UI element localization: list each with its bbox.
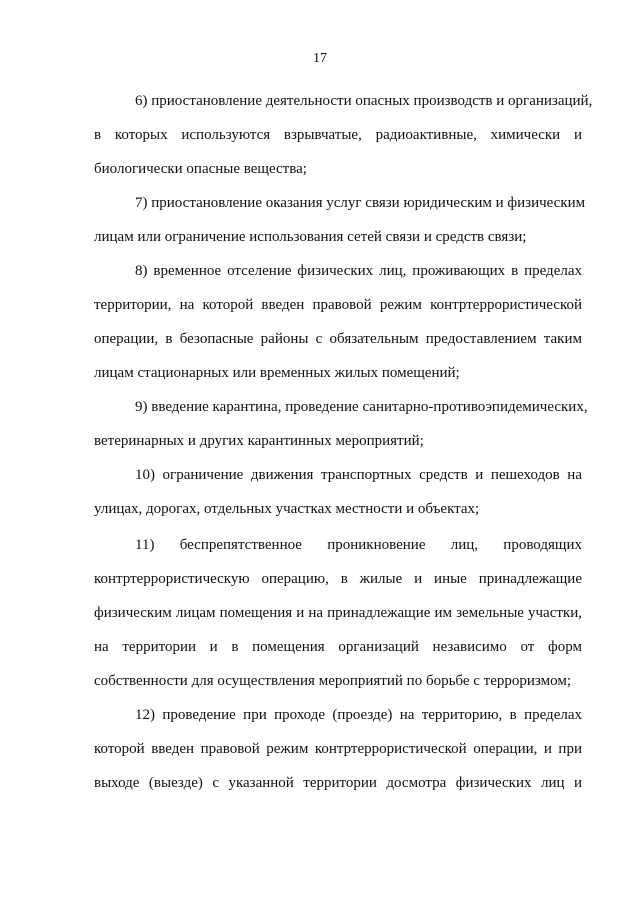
item-12-line-2: которой введен правовой режим контртеррористической операции, и при — [94, 741, 582, 757]
item-11-line-2: контртеррористическую операцию, в жилые и иные принадлежащие — [94, 571, 582, 587]
item-6-line-2: в которых используются взрывчатые, радиоактивные, химически и — [94, 127, 582, 143]
item-11-line-1: 11) беспрепятственное проникновение лиц, проводящих — [135, 537, 582, 553]
item-11-line-4: на территории и в помещения организаций независимо от форм — [94, 639, 582, 655]
page-number: 17 — [313, 51, 327, 66]
item-7-line-2: лицам или ограничение использования сетей связи и средств связи; — [94, 229, 527, 245]
item-8-line-1: 8) временное отселение физических лиц, проживающих в пределах — [135, 263, 582, 279]
item-12-line-3: выходе (выезде) с указанной территории досмотра физических лиц и — [94, 775, 582, 791]
item-12-line-1: 12) проведение при проходе (проезде) на территорию, в пределах — [135, 707, 582, 723]
item-9-line-1: 9) введение карантина, проведение санитарно-противоэпидемических, — [135, 399, 588, 415]
item-11-line-3: физическим лицам помещения и на принадлежащие им земельные участки, — [94, 605, 582, 621]
item-8-line-3: операции, в безопасные районы с обязательным предоставлением таким — [94, 331, 582, 347]
item-6-line-1: 6) приостановление деятельности опасных производств и организаций, — [135, 93, 593, 109]
item-9-line-2: ветеринарных и других карантинных мероприятий; — [94, 433, 424, 449]
item-10-line-2: улицах, дорогах, отдельных участках местности и объектах; — [94, 501, 480, 517]
item-10-line-1: 10) ограничение движения транспортных средств и пешеходов на — [135, 467, 582, 483]
item-11-line-5: собственности для осуществления мероприятий по борьбе с терроризмом; — [94, 673, 571, 689]
item-6-line-3: биологически опасные вещества; — [94, 161, 307, 177]
item-8-line-4: лицам стационарных или временных жилых помещений; — [94, 365, 460, 381]
item-7-line-1: 7) приостановление оказания услуг связи юридическим и физическим — [135, 195, 586, 211]
item-8-line-2: территории, на которой введен правовой режим контртеррористической — [94, 297, 582, 313]
